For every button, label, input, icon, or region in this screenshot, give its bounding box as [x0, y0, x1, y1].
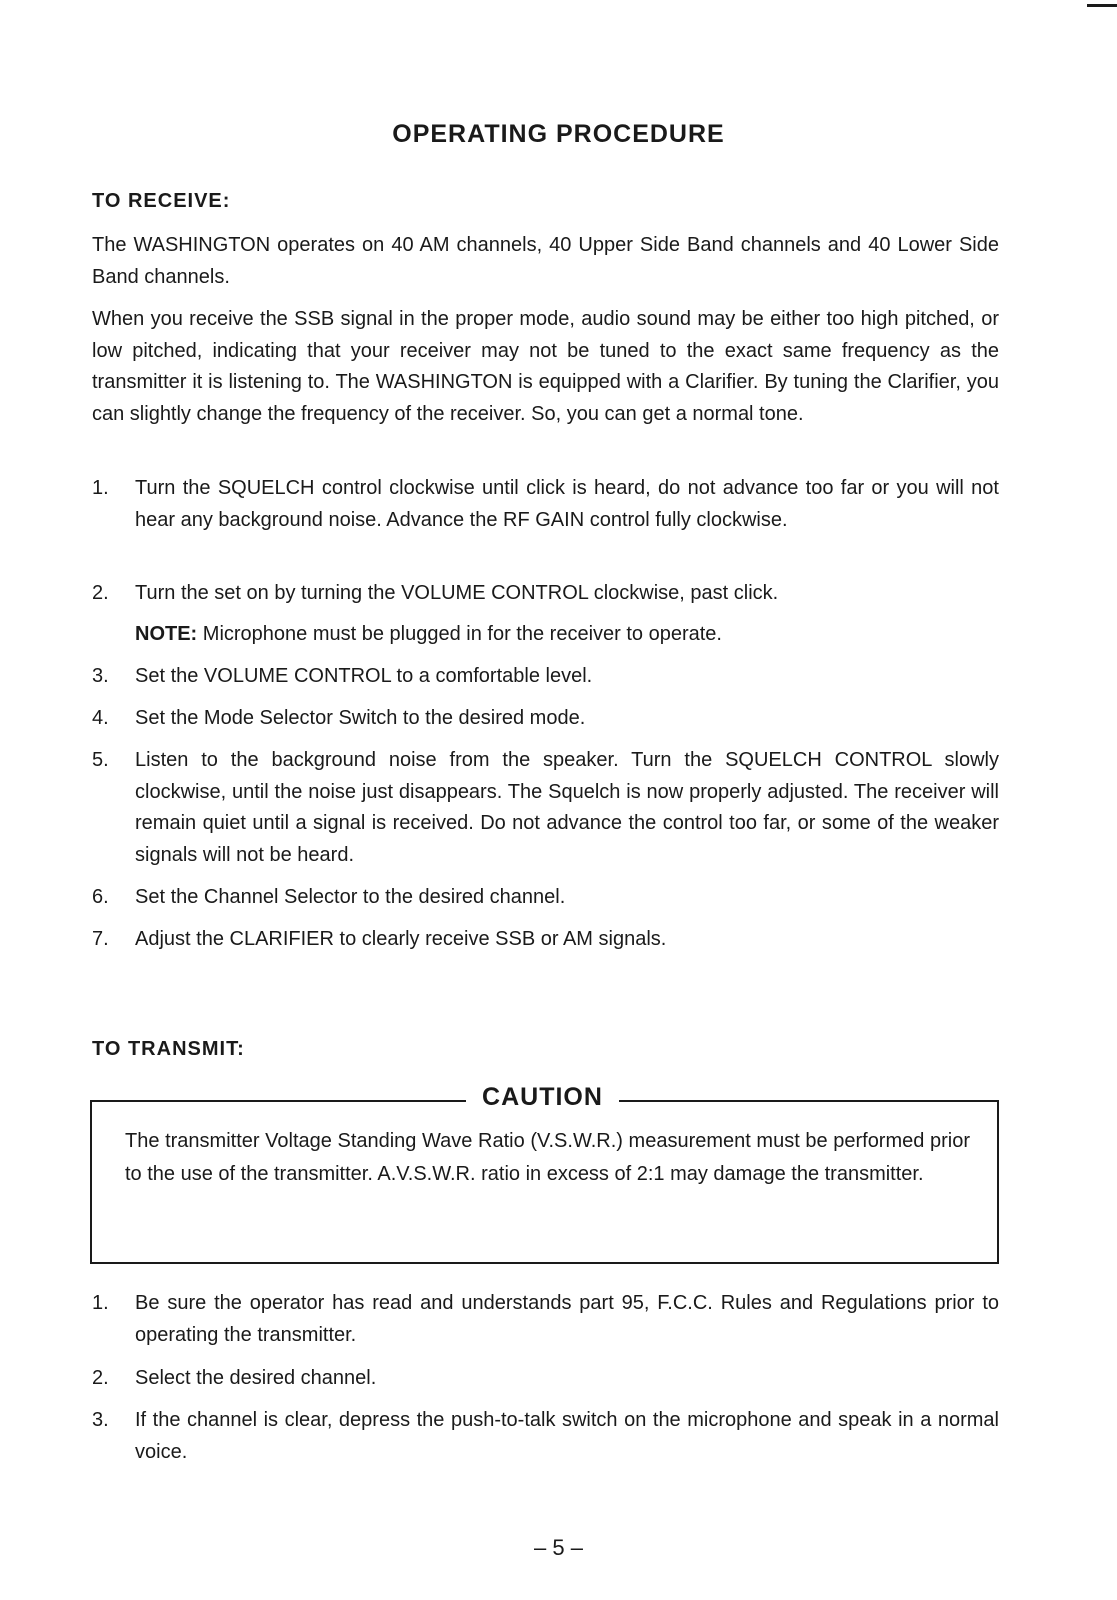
receive-step — [92, 882, 999, 914]
step-number: 3. — [92, 1409, 109, 1431]
step-number: 6. — [92, 886, 109, 908]
page-title: OPERATING PROCEDURE — [392, 120, 725, 148]
transmit-step — [92, 1405, 999, 1468]
receive-step — [92, 924, 999, 956]
page-number: – 5 – — [534, 1535, 583, 1560]
step-number: 5. — [92, 749, 109, 771]
receive-step — [92, 703, 999, 735]
note-label: NOTE: — [135, 623, 198, 645]
step-number: 4. — [92, 707, 109, 729]
step-number: 3. — [92, 665, 109, 687]
step-number: 2. — [92, 582, 109, 604]
step-text: Turn the SQUELCH control clockwise until click is heard, do not advance too far or you will not hear any background noise. Advance the RF GAIN control fully clockwise. — [135, 477, 999, 531]
receive-step — [92, 473, 999, 536]
receive-note — [135, 619, 999, 651]
receive-heading: TO RECEIVE: — [92, 190, 231, 212]
step-text: Set the VOLUME CONTROL to a comfortable level. — [135, 665, 593, 687]
step-number: 2. — [92, 1367, 109, 1389]
step-text: Adjust the CLARIFIER to clearly receive SSB or AM signals. — [135, 928, 667, 950]
receive-step — [92, 745, 999, 871]
transmit-step — [92, 1288, 999, 1351]
caution-title — [90, 1083, 995, 1112]
receive-intro-paragraph: The WASHINGTON operates on 40 AM channels, 40 Upper Side Band channels and 40 Lower Side Band channels. — [92, 234, 999, 288]
receive-step — [92, 578, 999, 610]
step-text: Listen to the background noise from the speaker. Turn the SQUELCH CONTROL slowly clockwise, until the noise just disappears. The Squelch is now properly adjusted. The receiver will remain quiet until a signal is received. Do not advance the control too far, or some of the weaker signals will not be heard. — [135, 749, 999, 866]
step-number: 1. — [92, 477, 109, 499]
corner-mark — [1087, 4, 1117, 7]
caution-title-text: CAUTION — [466, 1083, 619, 1111]
step-text: Set the Mode Selector Switch to the desired mode. — [135, 707, 586, 729]
note-text: Microphone must be plugged in for the receiver to operate. — [202, 623, 722, 645]
step-text: Select the desired channel. — [135, 1367, 377, 1389]
transmit-step — [92, 1363, 999, 1395]
receive-ssb-paragraph: When you receive the SSB signal in the proper mode, audio sound may be either too high pitched, or low pitched, indicating that your receiver may not be tuned to the exact same frequency as the transmitter it is listening to. The WASHINGTON is equipped with a Clarifier. By tuning the Clarifier, you can slightly change the frequency of the receiver. So, you can get a normal tone. — [92, 308, 999, 425]
transmit-heading: TO TRANSMIT: — [92, 1038, 245, 1060]
step-text: If the channel is clear, depress the push-to-talk switch on the microphone and speak in a normal voice. — [135, 1409, 999, 1463]
step-number: 1. — [92, 1292, 109, 1314]
caution-text: The transmitter Voltage Standing Wave Ratio (V.S.W.R.) measurement must be performed prior to the use of the transmitter. A.V.S.W.R. ratio in excess of 2:1 may damage the transmitter. — [125, 1130, 970, 1185]
step-text: Turn the set on by turning the VOLUME CONTROL clockwise, past click. — [135, 582, 779, 604]
step-number: 7. — [92, 928, 109, 950]
receive-step — [92, 661, 999, 693]
step-text: Be sure the operator has read and understands part 95, F.C.C. Rules and Regulations prior to operating the transmitter. — [135, 1292, 999, 1346]
step-text: Set the Channel Selector to the desired channel. — [135, 886, 566, 908]
